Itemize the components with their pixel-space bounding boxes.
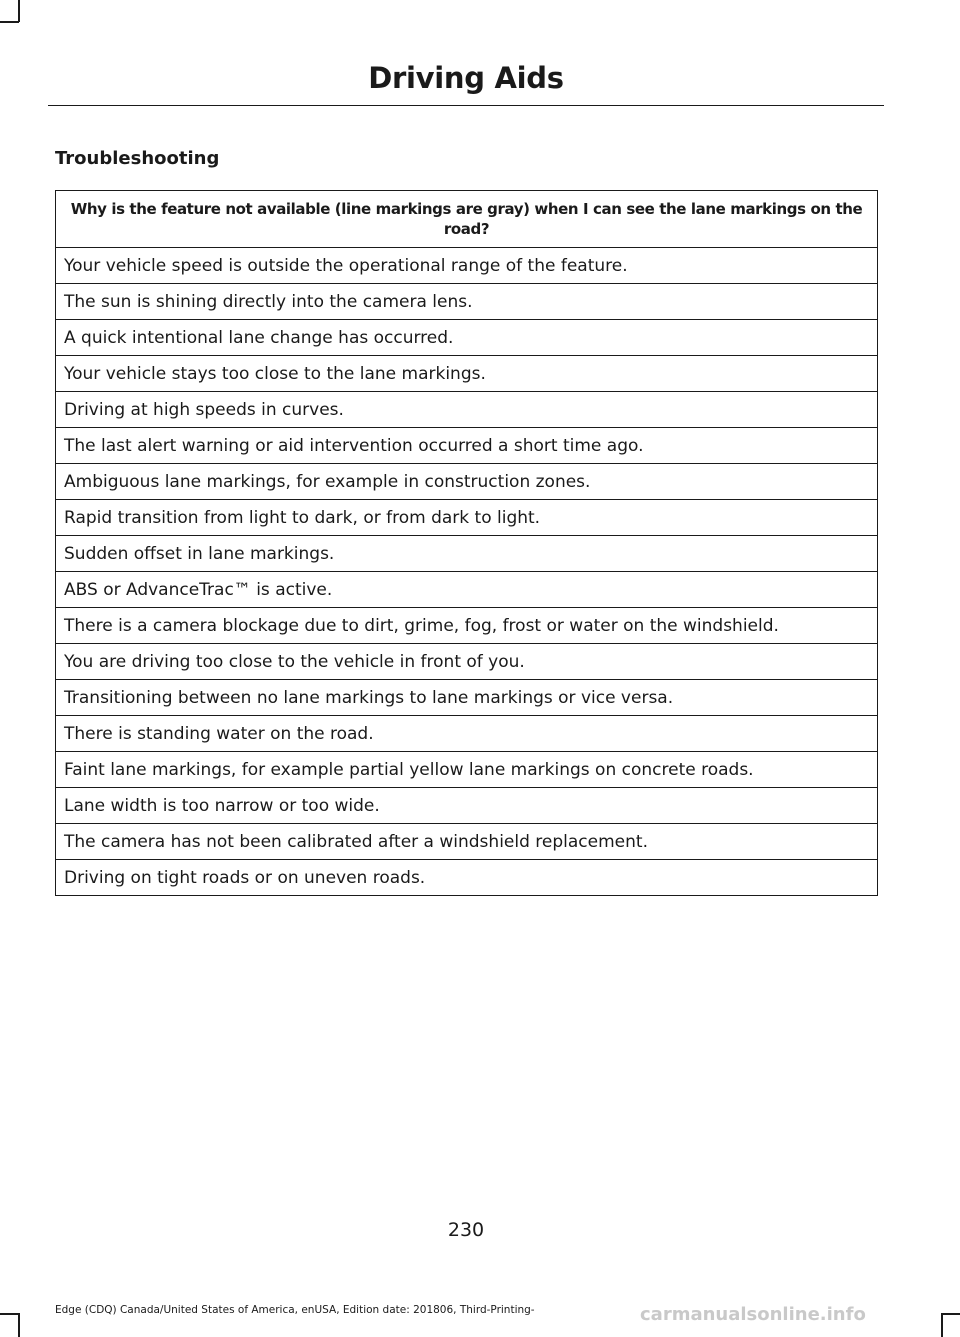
table-row	[56, 788, 878, 824]
crop-mark	[0, 21, 19, 23]
table-row	[56, 392, 878, 428]
table-row	[56, 248, 878, 284]
table-cell: Driving at high speeds in curves.	[56, 392, 878, 428]
table-row	[56, 644, 878, 680]
table-cell: Ambiguous lane markings, for example in construction zones.	[56, 464, 878, 500]
table-cell: There is standing water on the road.	[56, 716, 878, 752]
table-cell: Your vehicle speed is outside the operational range of the feature.	[56, 248, 878, 284]
title-divider	[48, 105, 884, 106]
table-cell: A quick intentional lane change has occurred.	[56, 320, 878, 356]
crop-mark	[941, 1313, 943, 1337]
table-cell: Transitioning between no lane markings to lane markings or vice versa.	[56, 680, 878, 716]
table-cell: There is a camera blockage due to dirt, grime, fog, frost or water on the windshield.	[56, 608, 878, 644]
table-cell: The sun is shining directly into the camera lens.	[56, 284, 878, 320]
table-row	[56, 716, 878, 752]
table-cell: Lane width is too narrow or too wide.	[56, 788, 878, 824]
page-number: 230	[447, 1219, 485, 1241]
table-cell: You are driving too close to the vehicle in front of you.	[56, 644, 878, 680]
table-cell: Driving on tight roads or on uneven roads.	[56, 860, 878, 896]
table-body	[56, 248, 878, 896]
troubleshooting-table	[55, 190, 878, 896]
section-heading: Troubleshooting	[55, 148, 220, 169]
table-row	[56, 428, 878, 464]
crop-mark	[18, 0, 20, 22]
table-row	[56, 500, 878, 536]
table-cell: Faint lane markings, for example partial yellow lane markings on concrete roads.	[56, 752, 878, 788]
table-cell: Sudden offset in lane markings.	[56, 536, 878, 572]
table-row	[56, 752, 878, 788]
table-row	[56, 320, 878, 356]
crop-mark	[18, 1313, 20, 1337]
table-cell: The last alert warning or aid intervention occurred a short time ago.	[56, 428, 878, 464]
table-row	[56, 284, 878, 320]
table-row	[56, 860, 878, 896]
table-question-header: Why is the feature not available (line markings are gray) when I can see the lane markings on the road?	[56, 191, 878, 248]
table-cell: Rapid transition from light to dark, or from dark to light.	[56, 500, 878, 536]
table-cell: Your vehicle stays too close to the lane markings.	[56, 356, 878, 392]
table-row	[56, 356, 878, 392]
crop-mark	[941, 1313, 960, 1315]
table-row	[56, 824, 878, 860]
table-row	[56, 572, 878, 608]
edition-footer: Edge (CDQ) Canada/United States of America, enUSA, Edition date: 201806, Third-Printing-	[55, 1304, 535, 1316]
table-cell: The camera has not been calibrated after a windshield replacement.	[56, 824, 878, 860]
table-row	[56, 536, 878, 572]
table-row	[56, 680, 878, 716]
table-cell: ABS or AdvanceTrac™ is active.	[56, 572, 878, 608]
crop-mark	[0, 1313, 19, 1315]
table-row	[56, 464, 878, 500]
table-header-row	[56, 191, 878, 248]
table-row	[56, 608, 878, 644]
page-title: Driving Aids	[368, 61, 564, 95]
watermark-text: carmanualsonline.info	[640, 1304, 866, 1325]
